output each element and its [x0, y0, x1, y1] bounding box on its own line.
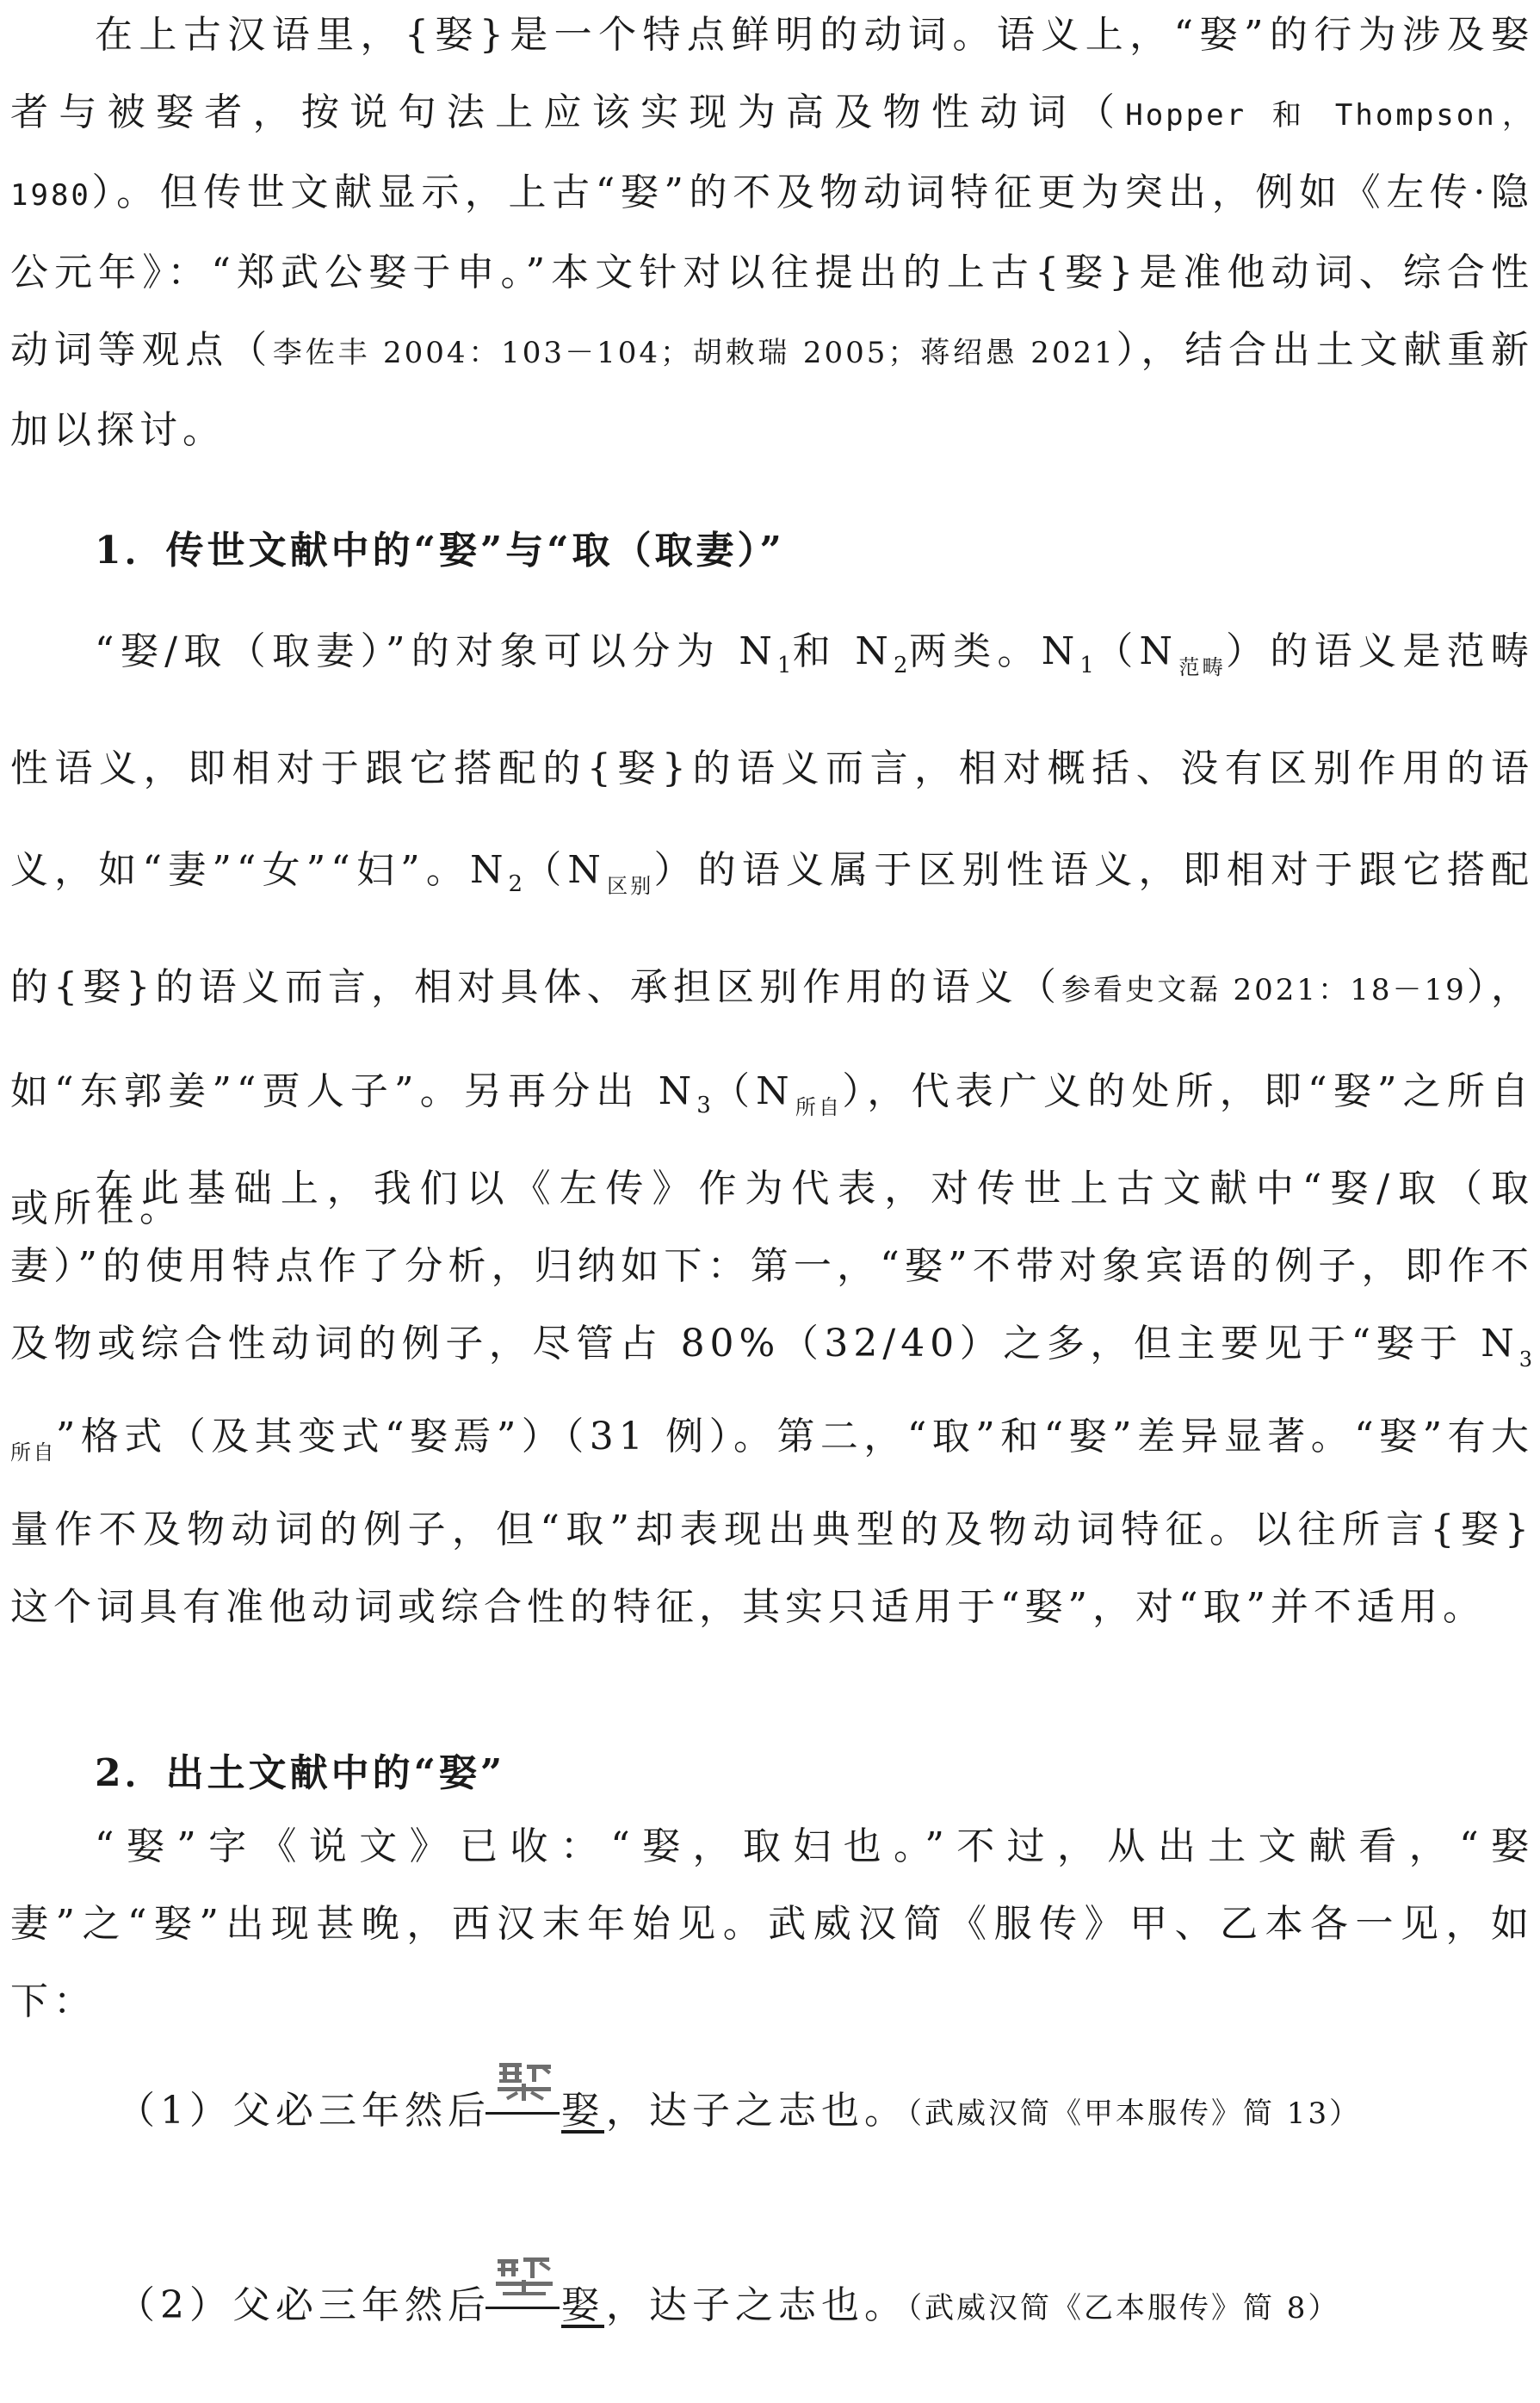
section-heading-2: 2．出土文献中的“娶” — [95, 1751, 506, 1795]
example-2-pre: 父必三年然后 — [232, 2283, 491, 2327]
bamboo-slip-glyph-icon — [491, 2252, 560, 2301]
p2-text-b: 和 N — [791, 629, 894, 673]
intro-text-a: 在上古汉语里，{娶}是一个特点鲜明的动词。语义上，“娶”的行为涉及娶者与被娶者，按说句法上应该实现为高及物性动词（ — [10, 13, 1534, 134]
bamboo-slip-glyph-icon — [491, 2058, 560, 2106]
paragraph-analysis — [10, 1150, 1534, 1646]
p3-text-a: 在此基础上，我们以《左传》作为代表，对传世上古文献中“娶/取（取妻）”的使用特点作了分析，归纳如下：第一，“娶”不带对象宾语的例子，即作不及物或综合性动词的例子，尽管占 80%（32/40）之多，但主要见于“娶于 N — [10, 1167, 1534, 1366]
subscript-fanchou: 范畴 — [1178, 655, 1227, 679]
intro-citation-2: 李佐丰 2004：103－104；胡敕瑞 2005；蒋绍愚 2021 — [272, 336, 1116, 370]
underline-blank — [486, 2306, 560, 2309]
example-1-gloss: 娶 — [561, 2089, 604, 2133]
example-1-pre: 父必三年然后 — [232, 2089, 491, 2133]
subscript-n2: 2 — [893, 653, 908, 678]
intro-text-b: ）。但传世文献显示，上古“娶”的不及物动词特征更为突出，例如《左传·隐公元年》：“郑武公娶于申。”本文针对以往提出的上古{娶}是准他动词、综合性动词等观点（ — [10, 170, 1534, 372]
p2-text-d: （N — [1093, 629, 1178, 673]
subscript-n1: 1 — [776, 653, 792, 678]
p2-citation: 参看史文磊 2021：18－19 — [1061, 973, 1467, 1007]
p2-text-i: （N — [710, 1069, 795, 1113]
intro-text-c: ），结合出土文献重新加以探讨。 — [10, 328, 1535, 452]
example-2-source: （武威汉简《乙本服传》简 8） — [907, 2291, 1340, 2326]
example-1-number: （1） — [117, 2089, 232, 2133]
p2-text-f: （N — [523, 848, 606, 892]
example-2-post: ，达子之志也。 — [606, 2283, 907, 2327]
p2-text-g: ）的语义属于区别性语义，即相对于跟它搭配的{娶}的语义而言，相对具体、承担区别作用的语义（ — [10, 848, 1535, 1009]
intro-citation-1: Hopper 和 Thompson，1980 — [10, 98, 1535, 213]
subscript-n1-b: 1 — [1079, 653, 1094, 678]
p2-text-e: ）的语义是范畴性语义，即相对于跟它搭配的{娶}的语义而言，相对概括、没有区别作用的语义，如“妻”“女”“妇”。N — [10, 629, 1535, 892]
p2-text-a: “娶/取（取妻）”的对象可以分为 N — [95, 629, 777, 673]
example-2-number: （2） — [117, 2283, 232, 2327]
p2-text-c: 两类。N — [907, 629, 1080, 673]
subscript-n3-suozi: 3所自 — [10, 1347, 1534, 1465]
example-1-post: ，达子之志也。 — [606, 2089, 907, 2133]
p2-text-h: ），如“东郭姜”“贾人子”。另再分出 N — [10, 965, 1534, 1113]
subscript-n2-b: 2 — [508, 871, 523, 897]
example-1 — [10, 2058, 1534, 2163]
p3-text-b: ”格式（及其变式“娶焉”）（31 例）。第二，“取”和“娶”差异显著。“娶”有大量作不及物动词的例子，但“取”却表现出典型的及物动词特征。以往所言{娶}这个词具有准他动词或综合性的特征，其实只适用于“娶”，对“取”并不适用。 — [10, 1415, 1535, 1629]
subscript-n3: 3 — [696, 1093, 711, 1118]
paragraph-intro — [10, 0, 1534, 469]
subscript-qubie: 区别 — [605, 874, 654, 898]
example-2 — [10, 2252, 1534, 2357]
paragraph-excavated: “娶”字《说文》已收：“娶，取妇也。”不过，从出土文献看，“娶妻”之“娶”出现甚晚，西汉末年始见。武威汉简《服传》甲、乙本各一见，如下： — [10, 1824, 1534, 2023]
subscript-suozi: 所自 — [794, 1095, 843, 1119]
section-heading-1: 1．传世文献中的“娶”与“取（取妻）” — [95, 529, 785, 573]
underline-blank — [486, 2111, 560, 2115]
example-2-gloss: 娶 — [561, 2283, 604, 2327]
example-1-source: （武威汉简《甲本服传》简 13） — [907, 2096, 1362, 2131]
p2-text-j: ），代表广义的处所，即“娶”之所自或所在。 — [10, 1069, 1535, 1230]
